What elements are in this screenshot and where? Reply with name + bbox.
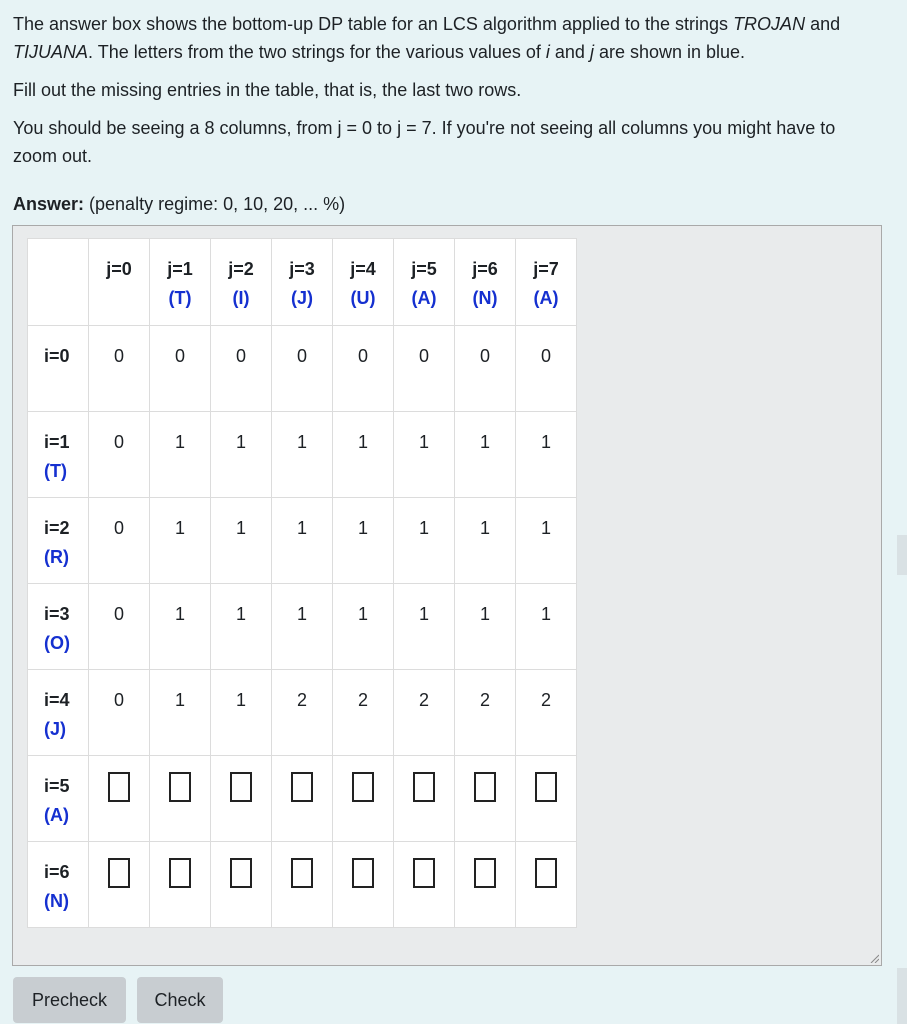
- table-cell: [150, 842, 211, 928]
- answer-input-i5-j4[interactable]: [352, 772, 374, 802]
- column-header-label: j=4: [350, 259, 376, 279]
- answer-label: Answer: (penalty regime: 0, 10, 20, ... %): [13, 194, 346, 214]
- answer-box: [12, 225, 882, 966]
- row-header-i6: [28, 842, 89, 928]
- answer-input-i5-j3[interactable]: [291, 772, 313, 802]
- answer-input-i5-j1[interactable]: [169, 772, 191, 802]
- answer-input-i6-j2[interactable]: [230, 858, 252, 888]
- table-cell-value: 0: [272, 326, 333, 412]
- table-cell-value: 0: [516, 326, 577, 412]
- column-header-letter: (U): [350, 288, 376, 308]
- table-cell: [455, 842, 516, 928]
- answer-input-i6-j1[interactable]: [169, 858, 191, 888]
- table-cell-value: 0: [89, 326, 150, 412]
- column-header-j2: [211, 239, 272, 326]
- table-cell: [516, 842, 577, 928]
- table-cell-value: 1: [272, 584, 333, 670]
- row-header-i2: [28, 498, 89, 584]
- table-cell-value: 1: [150, 498, 211, 584]
- table-corner-cell: [28, 239, 89, 326]
- answer-input-i5-j7[interactable]: [535, 772, 557, 802]
- table-cell-value: 0: [89, 412, 150, 498]
- table-cell-value: 1: [455, 412, 516, 498]
- column-header-letter: (N): [472, 288, 498, 308]
- column-header-letter: (J): [291, 288, 313, 308]
- row-header-i5: [28, 756, 89, 842]
- table-cell-value: 1: [394, 498, 455, 584]
- table-cell-value: 0: [394, 326, 455, 412]
- table-row: [28, 326, 577, 412]
- table-cell-value: 1: [272, 412, 333, 498]
- table-cell: [89, 842, 150, 928]
- row-header-label: i=3: [44, 604, 70, 624]
- table-cell: [333, 842, 394, 928]
- table-cell-value: 0: [89, 670, 150, 756]
- column-header-letter: (I): [232, 288, 250, 308]
- table-cell: [211, 842, 272, 928]
- table-cell-value: 2: [516, 670, 577, 756]
- row-header-i1: [28, 412, 89, 498]
- table-cell: [516, 756, 577, 842]
- table-cell-value: 1: [211, 584, 272, 670]
- column-header-j3: [272, 239, 333, 326]
- column-header-j0: [89, 239, 150, 326]
- table-cell-value: 1: [333, 584, 394, 670]
- column-header-j4: [333, 239, 394, 326]
- table-cell: [89, 756, 150, 842]
- table-cell: [455, 756, 516, 842]
- check-button[interactable]: Check: [137, 977, 223, 1023]
- answer-input-i5-j2[interactable]: [230, 772, 252, 802]
- side-scroll-handle-bottom: [897, 968, 907, 1024]
- column-header-label: j=1: [167, 259, 193, 279]
- row-header-letter: (R): [44, 547, 69, 567]
- table-cell: [394, 842, 455, 928]
- row-header-letter: (T): [44, 461, 67, 481]
- table-cell-value: 0: [89, 584, 150, 670]
- column-header-label: j=3: [289, 259, 315, 279]
- table-row: [28, 412, 577, 498]
- table-cell-value: 1: [455, 498, 516, 584]
- dp-table: [27, 238, 577, 928]
- table-row: [28, 756, 577, 842]
- table-cell-value: 1: [516, 412, 577, 498]
- table-cell-value: 1: [211, 670, 272, 756]
- table-cell-value: 0: [89, 498, 150, 584]
- table-cell-value: 2: [272, 670, 333, 756]
- table-cell-value: 1: [394, 584, 455, 670]
- row-header-label: i=4: [44, 690, 70, 710]
- table-cell-value: 0: [211, 326, 272, 412]
- table-cell: [272, 756, 333, 842]
- column-header-letter: (A): [533, 288, 559, 308]
- table-cell-value: 2: [333, 670, 394, 756]
- table-cell-value: 1: [150, 412, 211, 498]
- answer-input-i6-j6[interactable]: [474, 858, 496, 888]
- table-cell-value: 1: [272, 498, 333, 584]
- table-cell-value: 1: [516, 584, 577, 670]
- question-paragraph-1: The answer box shows the bottom-up DP table for an LCS algorithm applied to the strings TROJAN and TIJUANA. The letters from the two strings for the various values of i and j are shown in blue.: [13, 14, 841, 62]
- question-paragraph-3: You should be seeing a 8 columns, from j = 0 to j = 7. If you're not seeing all columns you might have to zoom out.: [13, 118, 836, 166]
- question-paragraph-2: Fill out the missing entries in the table, that is, the last two rows.: [13, 80, 522, 100]
- row-header-letter: (J): [44, 719, 66, 739]
- resize-grip-icon[interactable]: [869, 953, 879, 963]
- side-scroll-handle: [897, 535, 907, 575]
- row-header-label: i=2: [44, 518, 70, 538]
- table-cell: [211, 756, 272, 842]
- column-header-label: j=7: [533, 259, 559, 279]
- table-cell-value: 1: [516, 498, 577, 584]
- table-cell-value: 2: [455, 670, 516, 756]
- answer-input-i6-j5[interactable]: [413, 858, 435, 888]
- answer-input-i6-j4[interactable]: [352, 858, 374, 888]
- table-header-row: [28, 239, 577, 326]
- column-header-j5: [394, 239, 455, 326]
- table-cell-value: 1: [394, 412, 455, 498]
- question-text: [13, 10, 883, 170]
- table-cell-value: 0: [150, 326, 211, 412]
- column-header-label: j=2: [228, 259, 254, 279]
- table-row: [28, 584, 577, 670]
- row-header-i3: [28, 584, 89, 670]
- column-header-label: j=0: [106, 259, 132, 279]
- table-cell-value: 1: [211, 498, 272, 584]
- table-cell-value: 1: [333, 412, 394, 498]
- row-header-letter: (N): [44, 891, 69, 911]
- row-header-label: i=6: [44, 862, 70, 882]
- precheck-button[interactable]: Precheck: [13, 977, 126, 1023]
- table-cell-value: 1: [150, 670, 211, 756]
- table-cell: [333, 756, 394, 842]
- table-row: [28, 498, 577, 584]
- column-header-j7: [516, 239, 577, 326]
- answer-input-i6-j0[interactable]: [108, 858, 130, 888]
- table-cell-value: 0: [455, 326, 516, 412]
- row-header-letter: (O): [44, 633, 70, 653]
- column-header-j1: [150, 239, 211, 326]
- table-row: [28, 670, 577, 756]
- row-header-i0: [28, 326, 89, 412]
- column-header-label: j=6: [472, 259, 498, 279]
- table-cell: [272, 842, 333, 928]
- table-cell-value: 1: [333, 498, 394, 584]
- column-header-label: j=5: [411, 259, 437, 279]
- answer-input-i5-j5[interactable]: [413, 772, 435, 802]
- row-header-i4: [28, 670, 89, 756]
- table-cell: [150, 756, 211, 842]
- column-header-letter: (A): [411, 288, 437, 308]
- table-cell-value: 1: [455, 584, 516, 670]
- table-cell-value: 0: [333, 326, 394, 412]
- column-header-j6: [455, 239, 516, 326]
- table-row: [28, 842, 577, 928]
- answer-input-i6-j7[interactable]: [535, 858, 557, 888]
- row-header-label: i=0: [44, 346, 70, 366]
- row-header-label: i=5: [44, 776, 70, 796]
- row-header-label: i=1: [44, 432, 70, 452]
- table-cell-value: 1: [150, 584, 211, 670]
- column-header-letter: (T): [168, 288, 192, 308]
- table-cell-value: 1: [211, 412, 272, 498]
- table-cell-value: 2: [394, 670, 455, 756]
- row-header-letter: (A): [44, 805, 69, 825]
- answer-input-i5-j6[interactable]: [474, 772, 496, 802]
- table-cell: [394, 756, 455, 842]
- answer-input-i6-j3[interactable]: [291, 858, 313, 888]
- answer-input-i5-j0[interactable]: [108, 772, 130, 802]
